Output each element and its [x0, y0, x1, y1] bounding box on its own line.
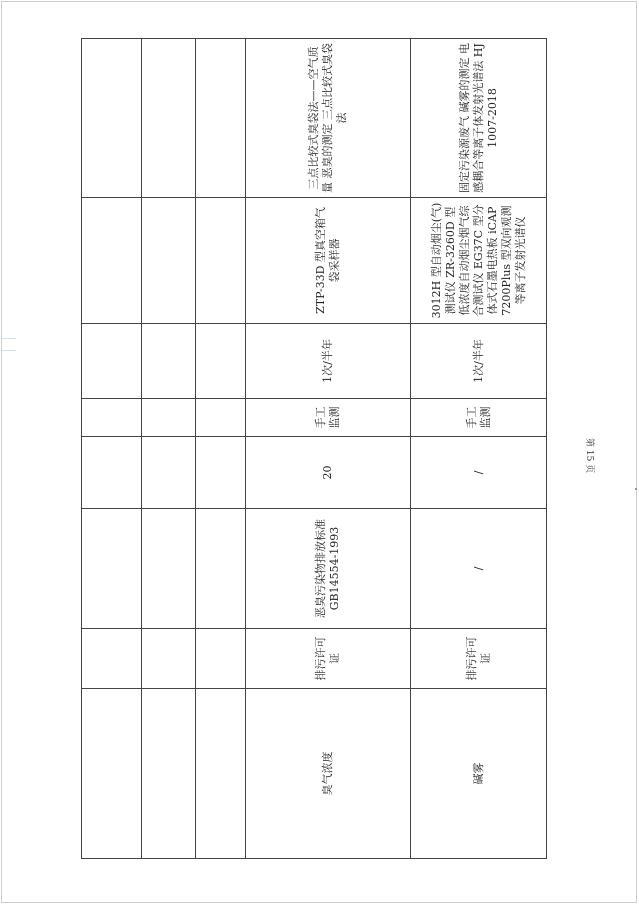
- table-cell: [196, 509, 246, 629]
- basis-cell: 排污许可证: [411, 629, 547, 689]
- analysis-method-cell: 三点比较式臭袋法——空气质量 恶臭的测定 三点比较式臭袋法: [246, 39, 411, 198]
- table-cell: [196, 437, 246, 509]
- table-cell: [196, 629, 246, 689]
- table-row: [246, 39, 411, 859]
- table-cell: [82, 324, 142, 399]
- table-row-empty: [142, 39, 196, 859]
- table-cell: [142, 629, 196, 689]
- pollutant-cell: 碱雾: [411, 689, 547, 859]
- table-cell: [82, 437, 142, 509]
- table-cell: [82, 509, 142, 629]
- table-cell: [82, 399, 142, 437]
- monitor-method-cell: 手工监测: [246, 399, 411, 437]
- table-cell: [142, 198, 196, 324]
- table-cell: [82, 39, 142, 198]
- table-cell: [196, 399, 246, 437]
- table-cell: [82, 629, 142, 689]
- frequency-cell: 1次/半年: [246, 324, 411, 399]
- instrument-cell: 3012H 型自动烟尘(气)测试仪 ZR-3260D 型低浓度自动烟尘烟气综合测试仪 EG37C 型分体式石墨电热板 iCAP 7200Plus 型双向观测等离子发射光谱仪: [411, 198, 547, 324]
- instrument-cell: ZTP-33D 型真空箱气袋采样器: [246, 198, 411, 324]
- table-cell: [82, 198, 142, 324]
- monitoring-table-rotated: [81, 39, 546, 859]
- table-cell: [82, 689, 142, 859]
- table-row-empty: [82, 39, 142, 859]
- table-cell: [142, 509, 196, 629]
- scan-mark: [2, 338, 16, 339]
- table-cell: [142, 324, 196, 399]
- monitor-method-cell: 手工监测: [411, 399, 547, 437]
- table-cell: [196, 198, 246, 324]
- pollutant-cell: 臭气浓度: [246, 689, 411, 859]
- table-cell: [142, 399, 196, 437]
- limit-cell: 20: [246, 437, 411, 509]
- frequency-cell: 1次/半年: [411, 324, 547, 399]
- analysis-method-cell: 固定污染源废气 碱雾的测定 电感耦合等离子体发射光谱法 HJ 1007-2018: [411, 39, 547, 198]
- scan-mark: [2, 350, 16, 351]
- standard-cell: /: [411, 509, 547, 629]
- table-cell: [196, 39, 246, 198]
- table-row-empty: [196, 39, 246, 859]
- table-cell: [142, 437, 196, 509]
- page-number: 第 15 页: [584, 438, 594, 474]
- table-cell: [196, 324, 246, 399]
- table-cell: [142, 689, 196, 859]
- limit-cell: /: [411, 437, 547, 509]
- edge-mark: [635, 488, 637, 490]
- monitoring-table: [81, 38, 547, 859]
- basis-cell: 排污许可证: [246, 629, 411, 689]
- table-cell: [142, 39, 196, 198]
- table-row: [411, 39, 547, 859]
- standard-cell: 恶臭污染物排放标准 GB14554-1993: [246, 509, 411, 629]
- table-cell: [196, 689, 246, 859]
